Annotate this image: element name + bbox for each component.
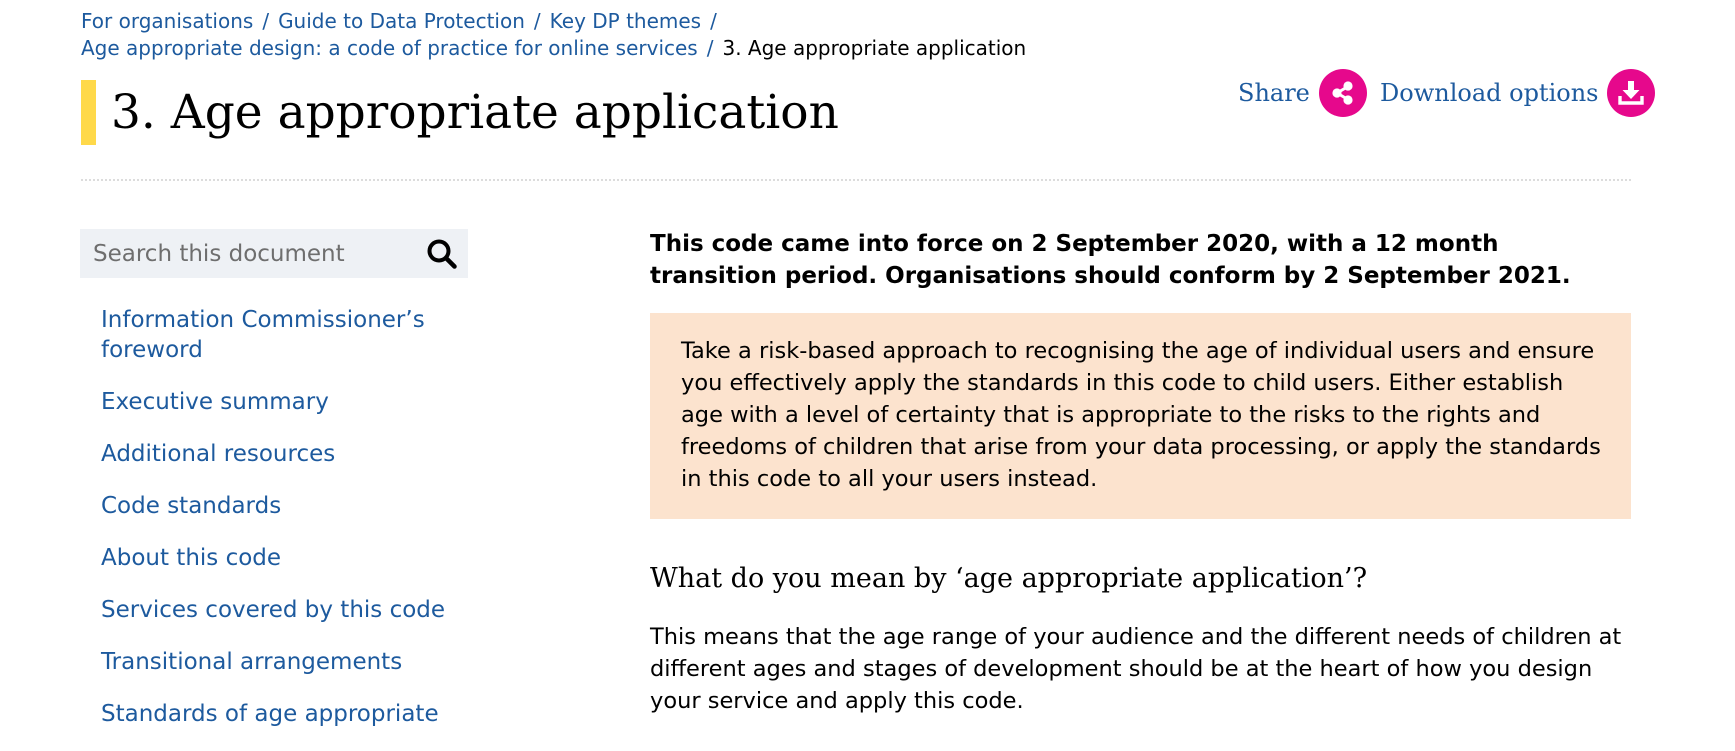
breadcrumb-separator: / bbox=[262, 9, 270, 33]
header-divider bbox=[81, 179, 1631, 181]
nav-item-services-covered bbox=[101, 595, 481, 625]
share-icon bbox=[1319, 69, 1367, 117]
search-icon[interactable] bbox=[424, 236, 460, 272]
download-options-label: Download options bbox=[1380, 79, 1599, 107]
breadcrumb-link-key-dp-themes[interactable]: Key DP themes bbox=[549, 9, 702, 33]
share-label: Share bbox=[1238, 79, 1310, 107]
search-input[interactable] bbox=[80, 240, 415, 268]
share-button[interactable] bbox=[1238, 69, 1367, 117]
nav-item-code-standards bbox=[101, 491, 481, 521]
nav-item-additional-resources bbox=[101, 439, 481, 469]
document-nav bbox=[101, 305, 481, 751]
breadcrumb-separator: / bbox=[710, 9, 717, 33]
body-paragraph: This means that the age range of your audience and the different needs of children at different ages and stages of development should be at the heart of how you design your service and apply this code. bbox=[650, 624, 1622, 714]
nav-item-commissioners-foreword bbox=[101, 305, 481, 365]
title-accent-bar bbox=[81, 80, 96, 145]
nav-link[interactable]: Transitional arrangements bbox=[101, 649, 403, 675]
download-options-button[interactable] bbox=[1380, 69, 1655, 117]
main-content bbox=[650, 228, 1631, 717]
nav-link[interactable]: Standards of age appropriate bbox=[101, 701, 439, 727]
breadcrumb-link-guide-to-data-protection[interactable]: Guide to Data Protection bbox=[278, 9, 525, 33]
download-icon bbox=[1607, 69, 1655, 117]
nav-link[interactable]: Information Commissioner’s foreword bbox=[101, 307, 425, 363]
breadcrumb-separator: / bbox=[533, 9, 541, 33]
breadcrumb-link-age-appropriate-design[interactable]: Age appropriate design: a code of practice for online services bbox=[81, 36, 698, 60]
breadcrumb-separator: / bbox=[706, 36, 714, 60]
search-box bbox=[80, 229, 468, 278]
nav-link[interactable]: About this code bbox=[101, 545, 282, 571]
summary-callout: Take a risk-based approach to recognising the age of individual users and ensure you effectively apply the standards in this code to child users. Either establish age with a level of certainty that is appropriate to the risks to the rights and freedoms of children that arise from your data processing, or apply the standards in this code to all your users instead. bbox=[650, 313, 1631, 519]
nav-link[interactable]: Services covered by this code bbox=[101, 597, 446, 623]
section-heading: What do you mean by ‘age appropriate application’? bbox=[650, 563, 1368, 594]
nav-item-transitional-arrangements bbox=[101, 647, 481, 677]
nav-link[interactable]: Additional resources bbox=[101, 441, 336, 467]
nav-link[interactable]: Executive summary bbox=[101, 389, 329, 415]
nav-item-executive-summary bbox=[101, 387, 481, 417]
nav-item-standards-of-age-appropriate bbox=[101, 699, 481, 729]
page-title: 3. Age appropriate application bbox=[111, 85, 839, 140]
breadcrumb bbox=[81, 8, 1181, 62]
breadcrumb-current: 3. Age appropriate application bbox=[722, 36, 1027, 60]
force-date-notice: This code came into force on 2 September 2020, with a 12 month transition period. Organisations should conform by 2 September 2021. bbox=[650, 231, 1571, 289]
nav-item-about-this-code bbox=[101, 543, 481, 573]
breadcrumb-link-for-organisations[interactable]: For organisations bbox=[81, 9, 254, 33]
nav-link[interactable]: Code standards bbox=[101, 493, 282, 519]
